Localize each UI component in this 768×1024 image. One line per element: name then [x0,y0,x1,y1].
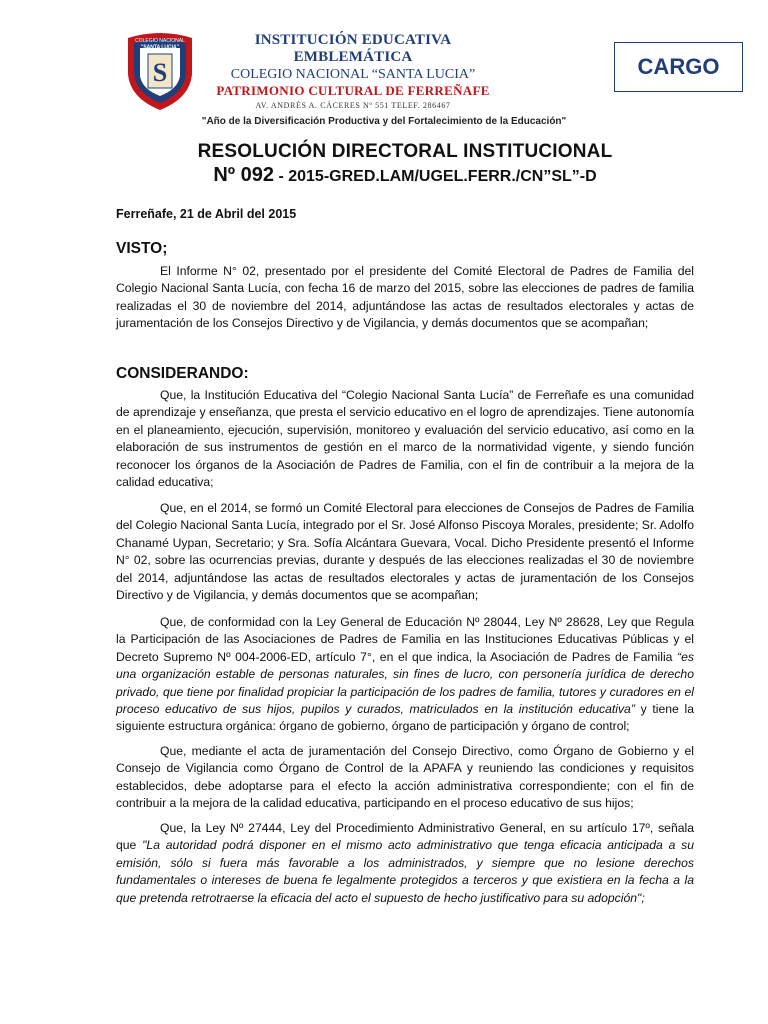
paragraph-3-quote: “es una organización estable de personas naturales, sin fines de lucro, con personería jurídica de derecho privado, que tiene por finalidad propiciar la participación de los padres de familia, tutores y curadores en el proceso educativo de sus hijos, pupilos y curados, matriculados en la institución educativa” [116,649,694,717]
considerando-paragraph-4: Que, mediante el acta de juramentación del Consejo Directivo, como Órgano de Gobierno y el Consejo de Vigilancia como Órgano de Control de la APAFA y reuniendo las condiciones y requisitos establecidos, debe adoptarse para el efecto la acción administrativa correspondiente; con el fin de contribuir a la mejora de la calidad educativa, participando en el proceso educativo de sus hijos; [116,744,694,811]
svg-text:COLEGIO NACIONAL: COLEGIO NACIONAL [135,38,185,44]
institution-header [198,32,508,113]
paragraph-3-intro: Que, de conformidad con la Ley General de Educación Nº 28044, Ley Nº 28628, Ley que Regula la Participación de las Asociaciones de Padres de Familia en las Instituciones Educativas Públicas y el Decreto Supremo Nº 004-2006-ED, artículo 7°, en el que indica, la Asociación de Padres de Familia [116,615,694,664]
year-motto: "Año de la Diversificación Productiva y del Fortalecimiento de la Educación" [201,116,567,127]
visto-heading: VISTO; [116,240,168,257]
cargo-stamp-box: CARGO [614,42,743,92]
school-name: COLEGIO NACIONAL “SANTA LUCIA” [230,67,476,82]
visto-paragraph: El Informe N° 02, presentado por el presidente del Comité Electoral de Padres de Familia del Colegio Nacional Santa Lucía, con fecha 16 de marzo del 2015, sobre las elecciones de padres de familia realizadas el 30 de noviembre del 2014, adjuntándose las actas de resultados electorales y actas de juramentación de los Consejos Directivo y de Vigilancia, y demás documentos que se acompañan; [116,264,694,331]
svg-text:"SANTA LUCIA": "SANTA LUCIA" [140,44,180,51]
considerando-paragraph-5 [116,820,694,907]
considerando-paragraph-1: Que, la Institución Educativa del “Colegio Nacional Santa Lucía” de Ferreñafe es una comunidad de aprendizaje y enseñanza, que presta el servicio educativo en el logro de aprendizajes. Tiene autonomía en el planeamiento, ejecución, supervisión, monitoreo y evaluación del servicio educativo, así como en la elaboración de sus instrumentos de gestión en el marco de la normatividad vigente, y siendo función reconocer los órganos de la Asociación de Padres de Familia, con el fin de contribuir a la mejora de la calidad educativa; [116,388,694,490]
resolution-title: RESOLUCIÓN DIRECTORAL INSTITUCIONAL [197,141,613,162]
resolution-number-prefix: Nº 092 [213,164,274,186]
resolution-number-suffix: - 2015-GRED.LAM/UGEL.FERR./CN”SL”-D [274,168,597,185]
paragraph-5-intro: Que, la Ley Nº 27444, Ley del Procedimiento Administrativo General, en su artículo 17º, señala que [116,821,694,853]
document-date: Ferreñafe, 21 de Abril del 2015 [116,207,297,221]
considerando-paragraph-2: Que, en el 2014, se formó un Comité Electoral para elecciones de Consejos de Padres de Familia del Colegio Nacional Santa Lucía, integrado por el Sr. José Alfonso Piscoya Morales, presidente; Sr. Adolfo Chanamé Uypan, Secretario; y Sra. Sofía Alcántara Guevara, Vocal. Dicho Presidente presentó el Informe N° 02, sobre las ocurrencias previas, durante y después de las elecciones realizadas el 30 de noviembre del 2014, adjuntándose las actas de resultados electorales y actas de juramentación de los Consejos Directivo y de Vigilancia, y demás documentos que se acompañan; [116,501,694,603]
heritage-line: PATRIMONIO CULTURAL DE FERREÑAFE [216,83,490,98]
considerando-heading: CONSIDERANDO: [116,365,249,382]
considerando-paragraph-3 [116,614,694,736]
institution-name: INSTITUCIÓN EDUCATIVA EMBLEMÁTICA [254,32,452,65]
paragraph-3-outro: y tiene la siguiente estructura orgánica: órgano de gobierno, órgano de participación y órgano de control; [116,702,695,734]
resolution-number [0,164,768,187]
paragraph-5-quote: "La autoridad podrá disponer en el mismo acto administrativo que tenga eficacia anticipada a su emisión, sólo si fuera más favorable a los administrados, y siempre que no lesione derechos fundamentales o intereses de buena fe legalmente protegidos a terceros y que existiera en la fecha a la que pretenda retrotraerse la eficacia del acto el supuesto de hecho justificativo para su adopción"; [116,838,694,905]
school-crest-logo [122,30,198,112]
svg-text:S: S [152,58,168,87]
address-line: AV. ANDRÉS A. CÁCERES Nº 551 TELEF. 286467 [255,101,451,110]
